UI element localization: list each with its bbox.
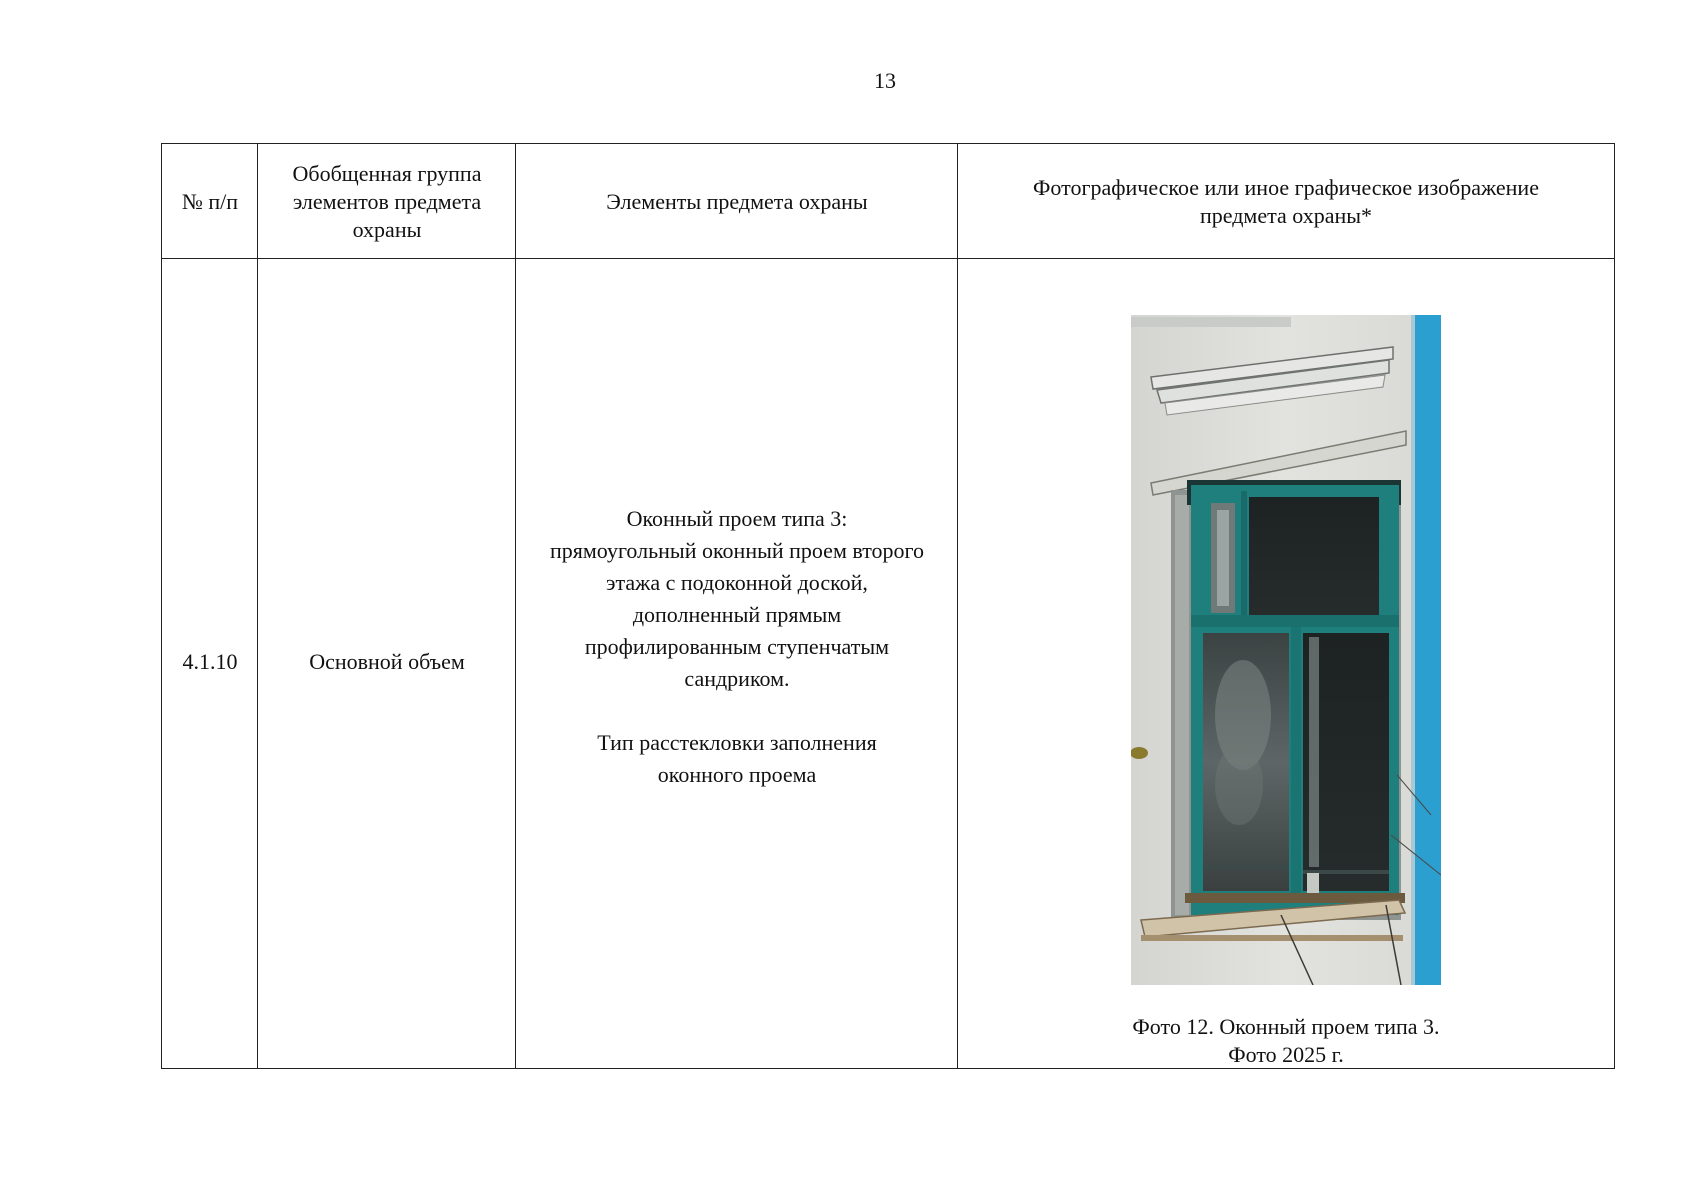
row-group	[258, 259, 516, 1069]
element-line: сандриком.	[684, 666, 790, 691]
window-photo	[1131, 315, 1441, 985]
header-elements	[516, 144, 958, 259]
header-text: Обобщенная группа	[292, 160, 482, 186]
header-text: № п/п	[181, 188, 239, 214]
element-line: дополненный прямым	[632, 602, 842, 627]
header-text: элементов предмета	[292, 188, 482, 214]
element-line: этажа с подоконной доской,	[606, 570, 868, 595]
row-group-text: Основной объем	[309, 649, 465, 674]
photo-caption	[957, 1013, 1615, 1069]
element-line: Тип расстекловки заполнения	[597, 730, 877, 755]
header-group	[258, 144, 516, 259]
header-number	[162, 144, 258, 259]
row-number	[162, 259, 258, 1069]
caption-line: Фото 2025 г.	[1228, 1042, 1344, 1067]
header-image	[958, 144, 1614, 259]
element-line: профилированным ступенчатым	[584, 634, 890, 659]
header-text: Элементы предмета охраны	[606, 188, 868, 214]
element-line: Оконный проем типа 3:	[626, 506, 848, 531]
header-text: Фотографическое или иное графическое изображение	[1033, 174, 1539, 200]
header-text: предмета охраны*	[1199, 202, 1373, 228]
row-elements	[516, 259, 958, 1069]
element-line: оконного проема	[657, 762, 817, 787]
row-number-text: 4.1.10	[182, 649, 238, 674]
page-number: 13	[874, 68, 896, 93]
element-line: прямоугольный оконный проем второго	[549, 538, 925, 563]
caption-line: Фото 12. Оконный проем типа 3.	[1132, 1014, 1440, 1039]
header-text: охраны	[352, 216, 422, 242]
